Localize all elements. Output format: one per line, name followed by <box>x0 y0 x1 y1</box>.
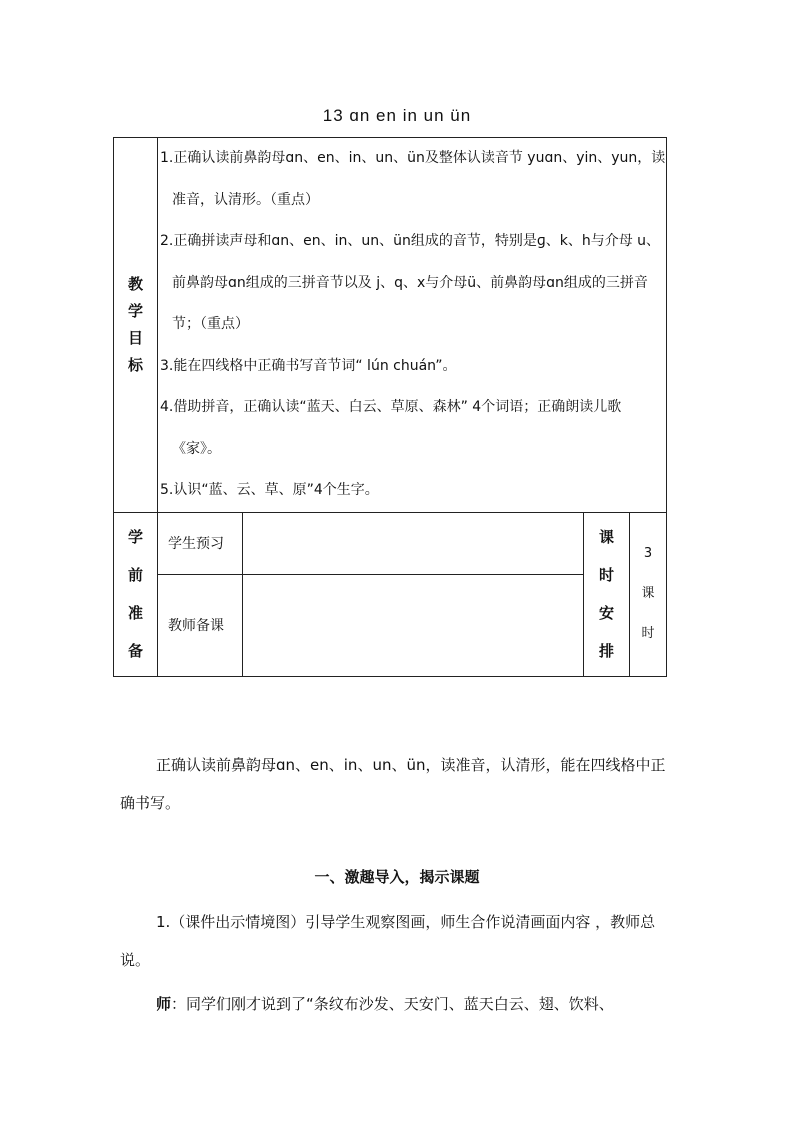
lesson-plan-table <box>113 137 667 677</box>
goal-item: 5.认识“蓝、云、草、原”4个生字。 <box>160 482 379 498</box>
goals-label-char: 学 <box>127 301 143 320</box>
schedule-label-char: 课 <box>598 528 614 546</box>
step-section <box>120 903 672 1023</box>
schedule-value-cell <box>630 512 667 676</box>
prep-label-char: 学 <box>127 528 143 546</box>
schedule-label-char: 时 <box>598 566 614 584</box>
teacher-prep-content <box>243 574 584 676</box>
goal-item: 2.正确拼读声母和ɑn、en、in、un、ün组成的音节，特别是ɡ、k、h与介母 u、前鼻韵母ɑn组成的三拼音节以及 j、q、x与介母ü、前鼻韵母ɑn组成的三拼音节；（重点） <box>160 233 661 332</box>
focus-paragraph: 正确认读前鼻韵母ɑn、en、in、un、ün，读准音，认清形，能在四线格中正确书写。 <box>120 756 666 812</box>
goals-content-cell <box>158 138 667 513</box>
schedule-label-char: 安 <box>598 604 614 622</box>
goals-row <box>114 138 667 513</box>
schedule-value-char: 3 <box>643 546 653 561</box>
teacher-line-text: ：同学们刚才说到了“条纹布沙发、天安门、蓝天白云、翅、饮料、 <box>171 995 614 1013</box>
goals-label-char: 目 <box>127 328 143 347</box>
focus-section <box>120 746 672 822</box>
teacher-prep-label: 教师备课 <box>158 574 243 676</box>
goal-item: 1.正确认读前鼻韵母ɑn、en、in、un、ün及整体认读音节 yuɑn、yin、yun，读准音，认清形。（重点） <box>160 150 666 208</box>
schedule-value-char: 课 <box>641 586 655 601</box>
goal-item: 3.能在四线格中正确书写音节词“ lún chuán”。 <box>160 357 457 374</box>
schedule-label-cell <box>584 512 630 676</box>
goals-label-char: 教 <box>127 274 143 293</box>
step-paragraph: 1.（课件出示情境图）引导学生观察图画，师生合作说清画面内容 ，教师总说。 <box>120 913 656 969</box>
student-preview-content <box>243 512 584 574</box>
prep-label-char: 准 <box>127 604 143 622</box>
schedule-label-char: 排 <box>598 642 614 660</box>
goals-label-cell <box>114 138 158 513</box>
document-title: 13 ɑn en in un ün <box>322 106 472 125</box>
prep-row-student <box>114 512 667 574</box>
schedule-value-char: 时 <box>641 626 655 641</box>
prep-label-char: 前 <box>127 566 143 584</box>
goal-item: 4.借助拼音，正确认读“蓝天、白云、草原、森林” 4个词语；正确朗读儿歌《家》。 <box>160 399 622 457</box>
goals-label-char: 标 <box>127 355 143 374</box>
section-heading: 一、激趣导入，揭示课题 <box>314 868 480 886</box>
prep-label-cell <box>114 512 158 676</box>
teacher-label: 师 <box>156 995 172 1013</box>
teacher-line-paragraph <box>120 985 672 1023</box>
prep-label-char: 备 <box>127 642 143 660</box>
student-preview-label: 学生预习 <box>158 512 243 574</box>
